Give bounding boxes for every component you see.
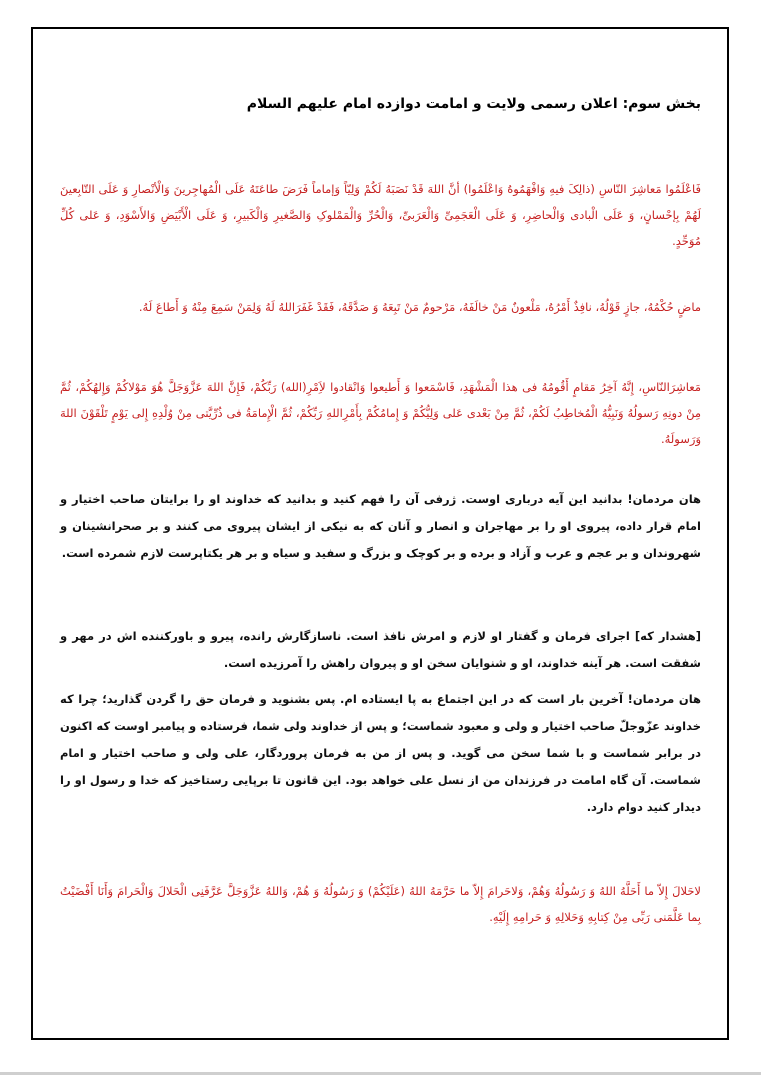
persian-paragraph-2: [هشدار که] اجرای فرمان و گفتار او لازم و امرش نافذ است. ناسازگارش رانده، پیرو و باورکننده اش در مهر و شفقت است. هر آینه خداوند، او و شنوایان سخن او و پیروان راهش را آمرزیده است. [60, 629, 701, 670]
arabic-paragraph-3: مَعاشِرَالنّاسِ، إِنَّهُ آخِرُ مَقامٍ أَقُومُهُ فی هذا الْمَشْهَدِ، فَاسْمَعوا وَ أَطیعوا وَانْقادوا لاَِمْرِ(الله) رَبِّکُمْ، فَإِنَّ اللهَ عَزَّوَجَلَّ هُوَ مَوْلاکُمْ وَإِلهُکُمْ، ثُمَّ مِنْ دونِهِ رَسولُهُ وَنَبِیُّهُ الْمُخاطِبُ لَکُمْ، ثُمَّ مِنْ بَعْدی عَلی وَلِیُّکُمْ وَ إِمامُکُمْ بِأَمْرِاللهِ رَبِّکُمْ، ثُمَّ الْإِمامَةُ فی ذُرِّیَّتی مِنْ وُلْدِهِ إِلی یَوْمٍ تَلْقَوْنَ اللهَ وَرَسولَهُ. [60, 380, 701, 446]
arabic-paragraph-1: فَاعْلَمُوا مَعاشِرَ النّاسِ (ذالِکَ فیهِ وَافْهَمُوهُ وَاعْلَمُوا) أنَّ اللهَ قَدْ نَصَبَهُ لَکُمْ وَلِیّاً وَإماماً فَرَضَ طاعَتَهُ عَلَی الْمُهاجِرینَ وَالْأنْصارِ وَ عَلَی التّابِعینَ لَهُمْ بِإحْسانٍ، وَ عَلَی الْبادی وَالْحاضِرِ، وَ عَلَی الْعَجَمِیِّ وَالْعَرَبیِّ، وَالْحُرِّ وَالْمَمْلوکِ وَالصَّغیرِ وَالْکَبیرِ، وَ عَلَی الْأَبْیَضِ وَالأَسْوَدِ، وَ عَلی کُلِّ مُوَحِّدٍ. [60, 182, 701, 248]
persian-paragraph-3: هان مردمان! آخرین بار است که در این اجتماع به پا ایستاده ام. پس بشنوید و فرمان حق را گردن گذارید؛ چرا که خداوند عزّوجلّ صاحب اختیار و ولی و معبود شماست؛ و پس از خداوند ولی شما، فرستاده و پیامبر اوست که اکنون در برابر شماست و با شما سخن می گوید. و پس از من به فرمان پروردگار، علی ولی و صاحب اختیار و امام شماست. آن گاه امامت در فرزندان من از نسل علی خواهد بود. این قانون تا برپایی رستاخیز که خدا و رسول او را دیدار کنید دوام دارد. [60, 692, 701, 814]
bottom-edge-divider [0, 1072, 761, 1075]
arabic-paragraph-4: لاحَلالَ إِلاّ ما أَحَلَّهُ اللهُ وَ رَسُولُهُ وَهُمْ، وَلاحَرامَ إِلاّ ما حَرَّمَهُ اللهُ (عَلَیْکُمْ) وَ رَسُولُهُ وَ هُمْ، وَاللهُ عَزَّوَجَلَّ عَرَّفَنِی الْحَلالَ وَالْحَرامَ وَأَنَا أَفْضَیْتُ بِما عَلَّمَنی رَبِّی مِنْ کِتابِهِ وَحَلالِهِ وَ حَرامِهِ إِلَیْهِ. [60, 884, 701, 924]
section-heading: بخش سوم: اعلان رسمی ولایت و امامت دوازده امام علیهم السلام [246, 96, 701, 112]
arabic-paragraph-2: ماضٍ حُکْمُهُ، جازٍ قَوْلُهُ، نافِذٌ أَمْرُهُ، مَلْعونٌ مَنْ خالَفَهُ، مَرْحومٌ مَنْ تَبِعَهُ وَ صَدَّقَهُ، فَقَدْ غَفَرَاللهُ لَهُ وَلِمَنْ سَمِعَ مِنْهُ وَ أَطاعَ لَهُ. [138, 300, 701, 314]
persian-paragraph-1: هان مردمان! بدانید این آیه درباری اوست. ژرفی آن را فهم کنید و بدانید که خداوند او را برایتان صاحب اختیار و امام قرار داده، پیروی او را بر مهاجران و انصار و آنان که به نیکی از ایشان پیروی می کنند و بر صحرانشینان و شهروندان و بر عجم و عرب و آزاد و برده و بر کوچک و بزرگ و سفید و سیاه و بر هر یکتاپرست لازم شمرده است. [60, 492, 701, 560]
